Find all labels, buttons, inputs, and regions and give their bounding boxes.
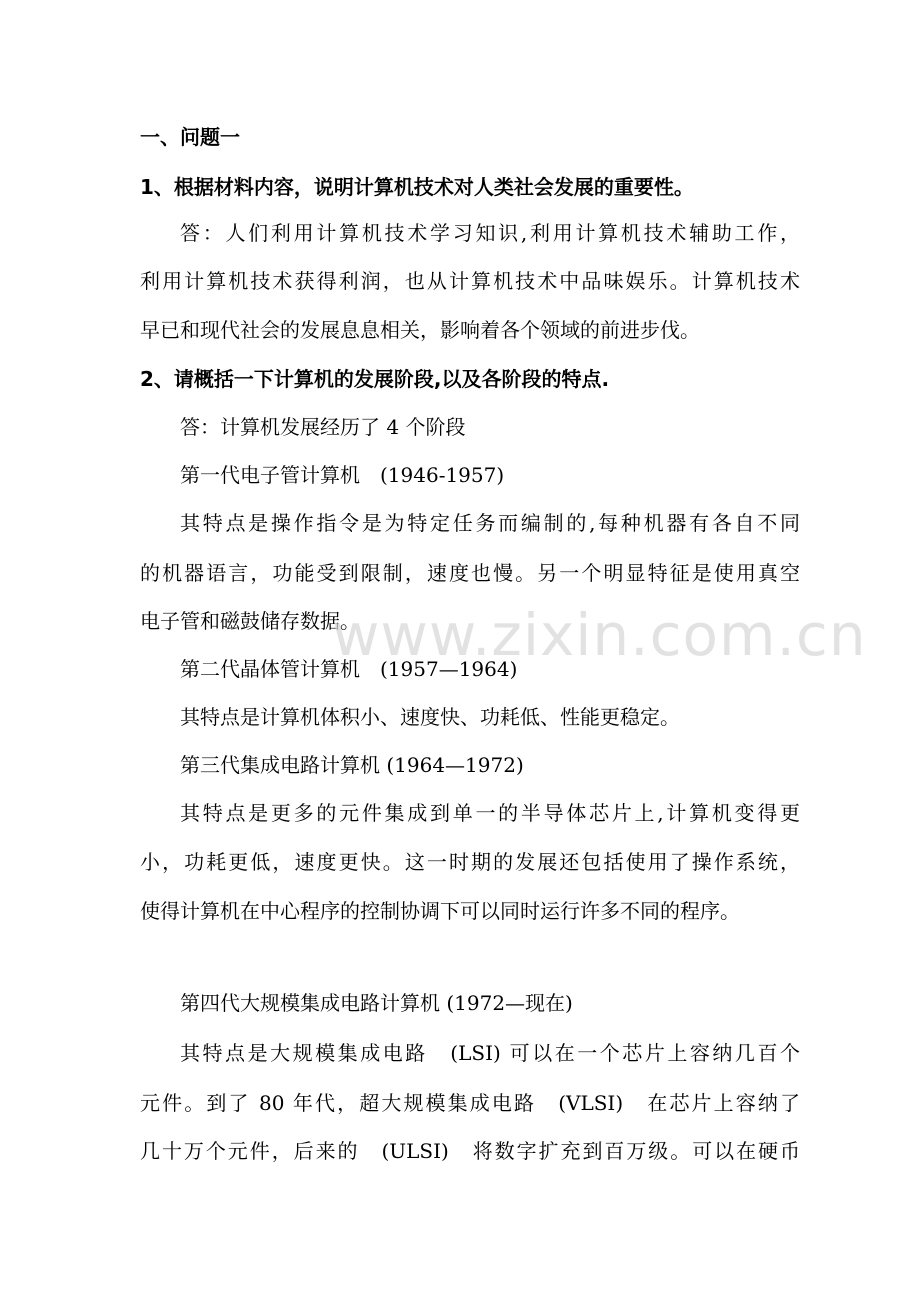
answer-2-intro: 答：计算机发展经历了 4 个阶段 bbox=[180, 415, 466, 439]
generation-4-line-1: 其特点是大规模集成电路 (LSI) 可以在一个芯片上容纳几百个 bbox=[180, 1041, 800, 1065]
section-heading: 一、问题一 bbox=[140, 125, 240, 149]
generation-2-line-1: 其特点是计算机体积小、速度快、功耗低、性能更稳定。 bbox=[180, 705, 680, 729]
question-1: 1、根据材料内容，说明计算机技术对人类社会发展的重要性。 bbox=[140, 175, 694, 199]
answer-1-line-1: 答：人们利用计算机技术学习知识,利用计算机技术辅助工作， bbox=[180, 221, 800, 245]
generation-1-line-2: 的机器语言，功能受到限制，速度也慢。另一个明显特征是使用真空 bbox=[140, 561, 800, 585]
question-2: 2、请概括一下计算机的发展阶段,以及各阶段的特点. bbox=[140, 367, 610, 391]
generation-4-line-3: 几十万个元件，后来的 (ULSI) 将数字扩充到百万级。可以在硬币 bbox=[140, 1139, 800, 1163]
generation-4-title: 第四代大规模集成电路计算机 (1972—现在) bbox=[180, 991, 573, 1015]
generation-1-title: 第一代电子管计算机 (1946-1957) bbox=[180, 463, 505, 487]
generation-1-line-3: 电子管和磁鼓储存数据。 bbox=[140, 609, 360, 633]
generation-2-title: 第二代晶体管计算机 (1957—1964) bbox=[180, 657, 518, 681]
answer-1-line-2: 利用计算机技术获得利润，也从计算机技术中品味娱乐。计算机技术 bbox=[140, 269, 800, 293]
answer-1-line-3: 早已和现代社会的发展息息相关，影响着各个领域的前进步伐。 bbox=[140, 318, 700, 342]
generation-3-line-3: 使得计算机在中心程序的控制协调下可以同时运行许多不同的程序。 bbox=[140, 899, 740, 923]
generation-3-title: 第三代集成电路计算机 (1964—1972) bbox=[180, 753, 524, 777]
generation-1-line-1: 其特点是操作指令是为特定任务而编制的,每种机器有各自不同 bbox=[180, 511, 800, 535]
generation-3-line-2: 小，功耗更低，速度更快。这一时期的发展还包括使用了操作系统， bbox=[140, 850, 800, 874]
generation-4-line-2: 元件。到了 80 年代，超大规模集成电路 (VLSI) 在芯片上容纳了 bbox=[140, 1091, 800, 1115]
watermark: www.zixin.com.cn bbox=[332, 601, 867, 669]
generation-3-line-1: 其特点是更多的元件集成到单一的半导体芯片上,计算机变得更 bbox=[180, 801, 800, 825]
